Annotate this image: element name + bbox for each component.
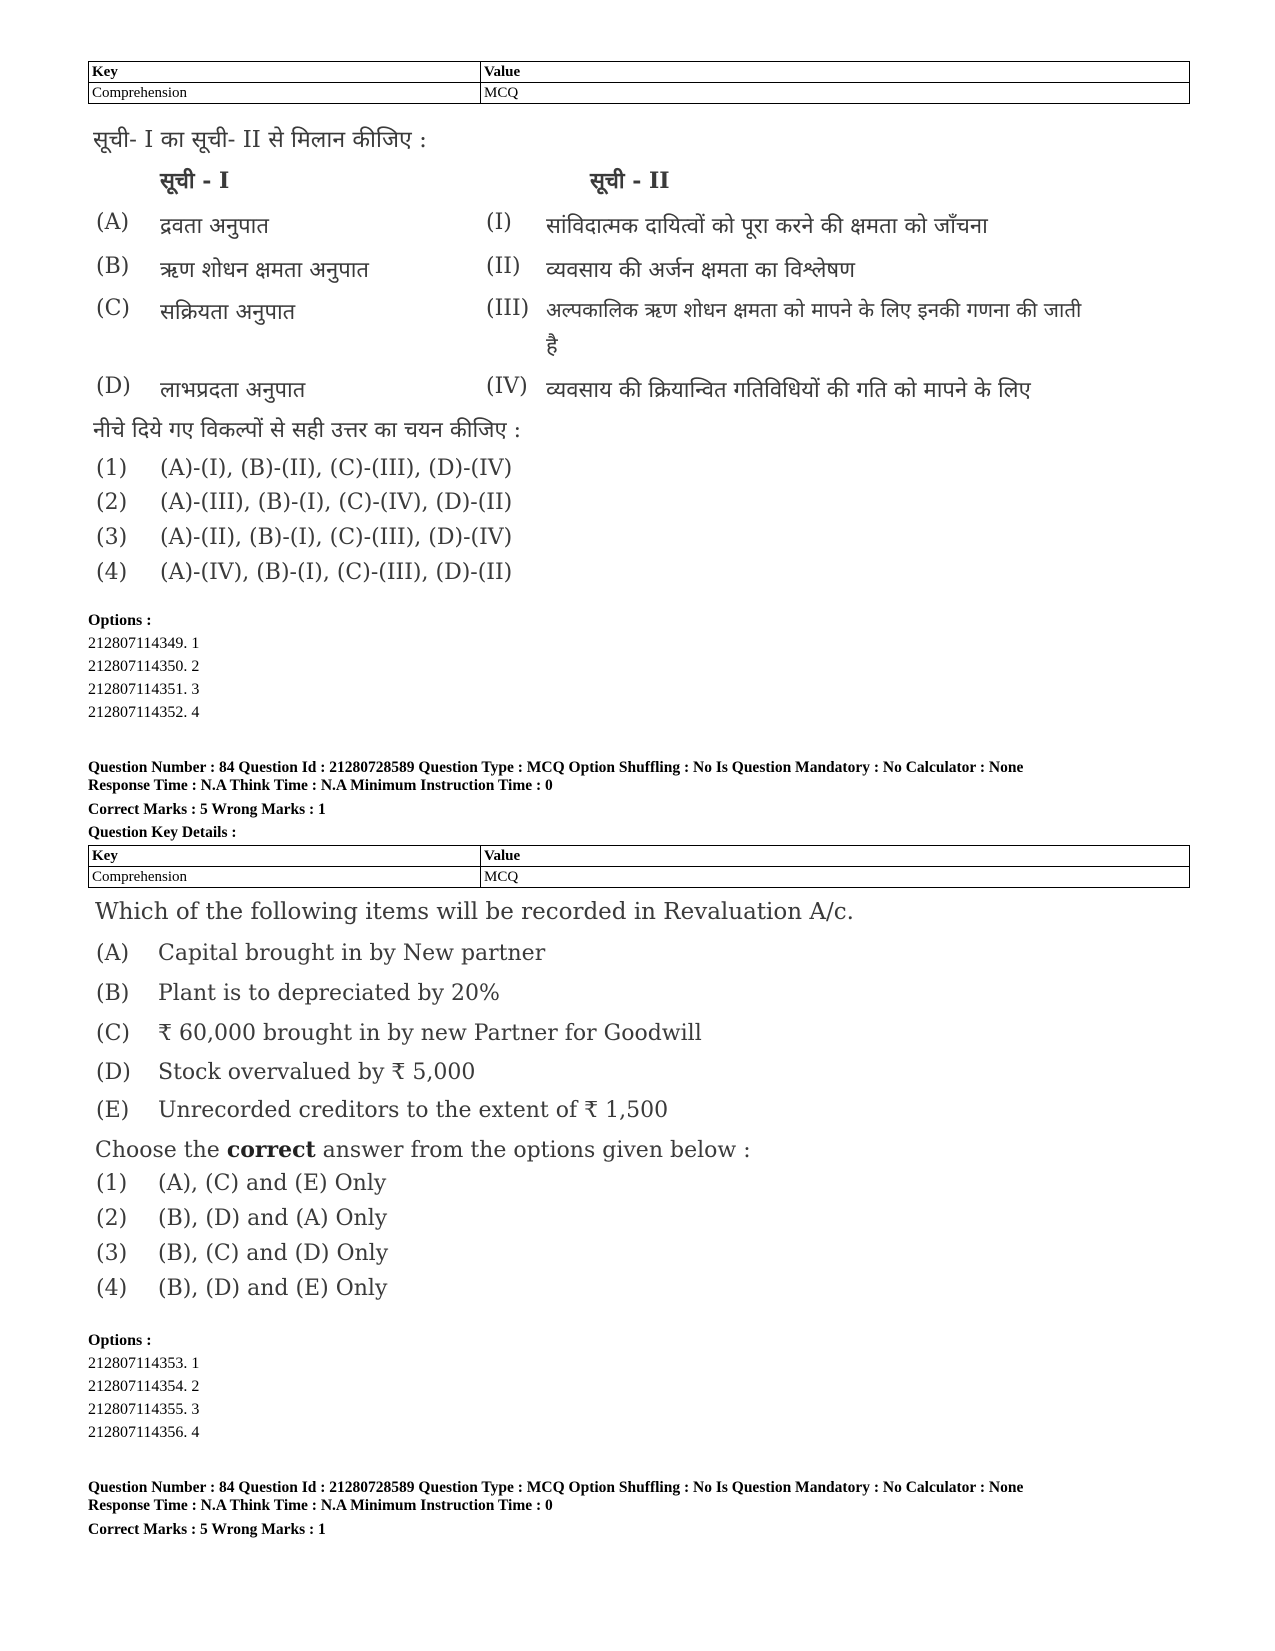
answer-text: (A)-(I), (B)-(II), (C)-(III), (D)-(IV)	[160, 456, 513, 481]
key-cell: Comprehension	[89, 867, 481, 888]
option-item: 212807114356. 4	[88, 1424, 200, 1441]
option-item: 212807114352. 4	[88, 704, 200, 721]
answer-text: (B), (D) and (A) Only	[158, 1206, 388, 1231]
answer-number: (3)	[96, 525, 128, 550]
answer-text: (A)-(II), (B)-(I), (C)-(III), (D)-(IV)	[160, 525, 513, 550]
option-item: 212807114355. 3	[88, 1401, 200, 1418]
statement-text: Stock overvalued by ₹ 5,000	[158, 1060, 476, 1085]
value-header: Value	[481, 62, 1190, 83]
key-header: Key	[89, 846, 481, 867]
answer-number: (4)	[96, 1276, 128, 1301]
statement-text: Plant is to depreciated by 20%	[158, 981, 500, 1006]
row-label: (D)	[96, 374, 131, 399]
row-text: द्रवता अनुपात	[160, 214, 269, 239]
option-item: 212807114354. 2	[88, 1378, 200, 1395]
list1-header: सूची - I	[160, 168, 230, 194]
statement-label: (A)	[96, 941, 130, 966]
option-item: 212807114350. 2	[88, 658, 200, 675]
row-text: व्यवसाय की क्रियान्वित गतिविधियों की गति को मापने के लिए	[546, 378, 1031, 403]
answer-number: (2)	[96, 1206, 128, 1231]
statement-label: (E)	[96, 1098, 130, 1123]
row-label: (I)	[486, 210, 512, 235]
question-meta-timing: Response Time : N.A Think Time : N.A Minimum Instruction Time : 0	[88, 1497, 553, 1514]
question-title: सूची- I का सूची- II से मिलान कीजिए :	[93, 127, 427, 153]
answer-number: (2)	[96, 490, 128, 515]
option-item: 212807114351. 3	[88, 681, 200, 698]
statement-text: Unrecorded creditors to the extent of ₹ 1,500	[158, 1098, 669, 1123]
question-title: Which of the following items will be recorded in Revaluation A/c.	[95, 899, 854, 925]
answer-text: (A)-(IV), (B)-(I), (C)-(III), (D)-(II)	[160, 560, 513, 585]
statement-label: (C)	[96, 1021, 130, 1046]
question-key-details: Question Key Details :	[88, 824, 237, 841]
value-cell: MCQ	[481, 83, 1190, 104]
options-label: Options :	[88, 1332, 152, 1349]
question-marks: Correct Marks : 5 Wrong Marks : 1	[88, 801, 326, 818]
choose-text-bold: correct	[226, 1137, 316, 1163]
row-label: (III)	[486, 296, 530, 321]
answer-number: (3)	[96, 1241, 128, 1266]
choose-instruction	[95, 1137, 751, 1163]
row-label: (IV)	[486, 374, 528, 399]
row-text: व्यवसाय की अर्जन क्षमता का विश्लेषण	[546, 258, 856, 283]
value-header: Value	[481, 846, 1190, 867]
answer-text: (A), (C) and (E) Only	[158, 1171, 387, 1196]
row-text: ऋण शोधन क्षमता अनुपात	[160, 258, 369, 283]
statement-text: Capital brought in by New partner	[158, 941, 546, 966]
statement-text: ₹ 60,000 brought in by new Partner for Goodwill	[158, 1021, 702, 1046]
row-label: (C)	[96, 296, 130, 321]
answer-text: (B), (D) and (E) Only	[158, 1276, 388, 1301]
options-label: Options :	[88, 612, 152, 629]
option-item: 212807114349. 1	[88, 635, 200, 652]
choose-text-post: answer from the options given below :	[315, 1138, 751, 1163]
statement-label: (D)	[96, 1060, 131, 1085]
answer-number: (4)	[96, 560, 128, 585]
question-meta: Question Number : 84 Question Id : 21280728589 Question Type : MCQ Option Shuffling : No Is Question Mandatory : No Calculator : None	[88, 759, 1024, 776]
key-cell: Comprehension	[89, 83, 481, 104]
question-meta: Question Number : 84 Question Id : 21280728589 Question Type : MCQ Option Shuffling : No Is Question Mandatory : No Calculator : None	[88, 1479, 1024, 1496]
key-header: Key	[89, 62, 481, 83]
row-text: लाभप्रदता अनुपात	[160, 378, 306, 403]
row-label: (B)	[96, 254, 130, 279]
answer-number: (1)	[96, 456, 128, 481]
list2-header: सूची - II	[590, 168, 670, 194]
question-marks: Correct Marks : 5 Wrong Marks : 1	[88, 1521, 326, 1538]
choose-text-pre: Choose the	[95, 1138, 227, 1163]
row-text: सक्रियता अनुपात	[160, 300, 296, 325]
choose-instruction: नीचे दिये गए विकल्पों से सही उत्तर का चयन कीजिए :	[93, 418, 522, 443]
answer-text: (A)-(III), (B)-(I), (C)-(IV), (D)-(II)	[160, 490, 513, 515]
statement-label: (B)	[96, 981, 130, 1006]
row-text: सांविदात्मक दायित्वों को पूरा करने की क्षमता को जाँचना	[546, 214, 988, 239]
option-item: 212807114353. 1	[88, 1355, 200, 1372]
value-cell: MCQ	[481, 867, 1190, 888]
row-text-continued: है	[546, 334, 558, 359]
question-meta-timing: Response Time : N.A Think Time : N.A Minimum Instruction Time : 0	[88, 777, 553, 794]
row-text: अल्पकालिक ऋण शोधन क्षमता को मापने के लिए इनकी गणना की जाती	[546, 298, 1082, 322]
answer-number: (1)	[96, 1171, 128, 1196]
answer-text: (B), (C) and (D) Only	[158, 1241, 389, 1266]
row-label: (A)	[96, 210, 130, 235]
row-label: (II)	[486, 254, 521, 279]
